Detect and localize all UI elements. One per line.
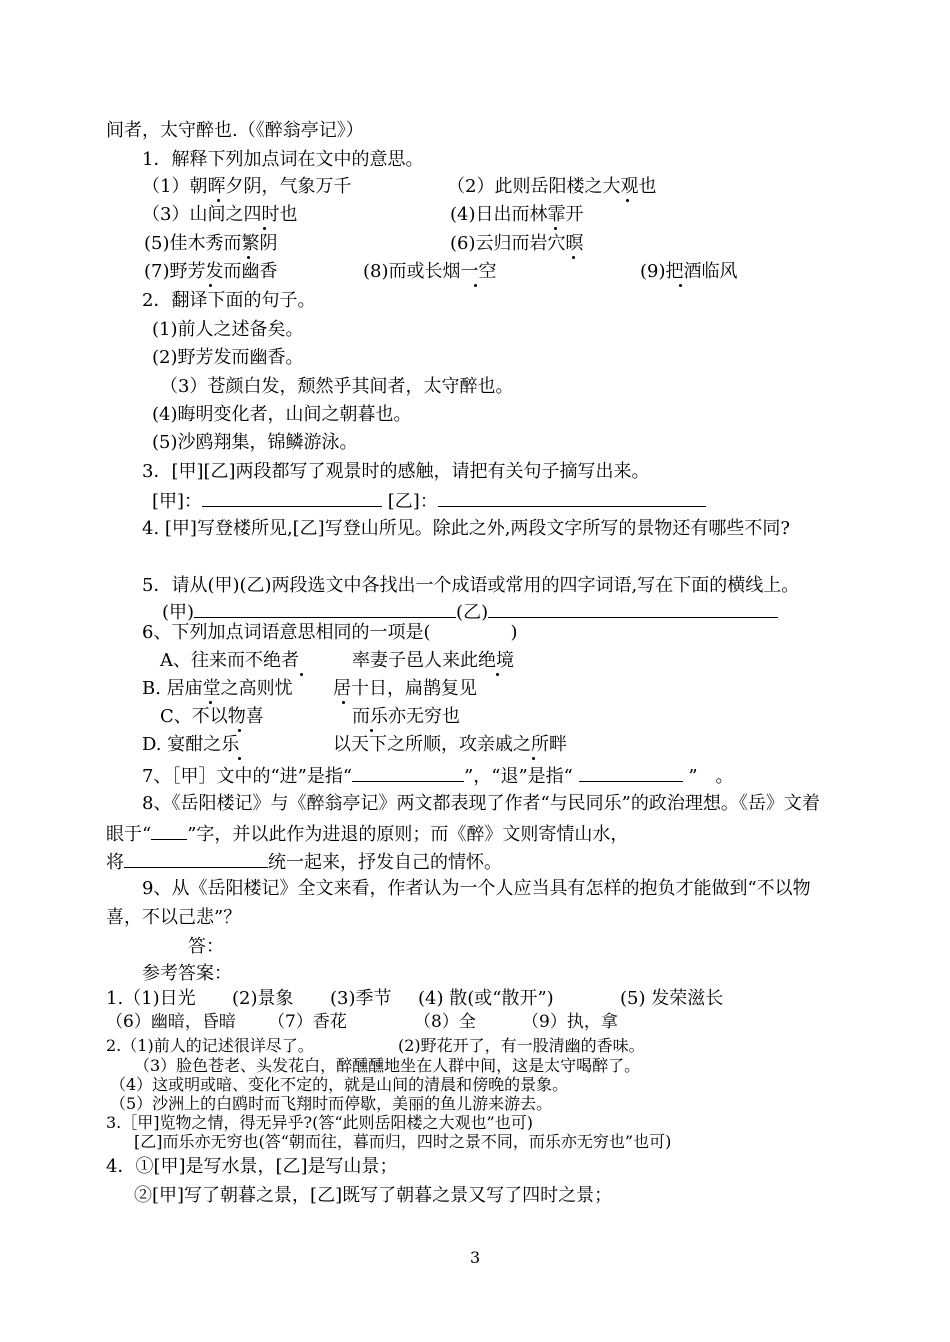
question-8-line-1: 8、《岳阳楼记》与《醉翁亭记》两文都表现了作者“与民同乐”的政治理想。《岳》文着 [142,793,820,814]
q1-item-2: （2）此则岳阳楼之大观也 [447,176,657,197]
q3-blank-a[interactable] [202,491,382,507]
q1-item-3: （3）山间之四时也 [142,204,298,225]
answer-3-line-2: [乙]而乐亦无穷也(答“朝而往，暮而归，四时之景不同，而乐亦无穷也”也可) [134,1132,672,1151]
q6-title-text: 6、下列加点词语意思相同的一项是( [142,622,431,643]
q5-label-a: (甲) [162,602,195,623]
q8-line-3-end: 统一起来，抒发自己的情怀。 [268,852,502,873]
emphasis-dot [247,256,250,259]
q6-option-b-right: 居十日，扁鹊复见 [333,678,477,699]
q7-blank-tui[interactable] [579,766,683,782]
q7-part-2: ”，“退”是指“ [464,766,573,787]
emphasis-dot [554,227,557,230]
answers-title: 参考答案： [142,963,232,984]
answer-2-line-3: （4）这或明或暗、变化不定的，就是山间的清晨和傍晚的景象。 [110,1075,569,1094]
q6-title-end: ) [510,622,518,643]
intro-line: 间者，太守醉也.（《醉翁亭记》） [106,120,364,141]
emphasis-dot [238,729,241,732]
page-number: 3 [470,1248,481,1267]
question-8-line-3 [106,852,502,872]
q8-line-2-end: ”字，并以此作为进退的原则；而《醉》文则寄情山水， [187,824,629,845]
q5-answer-line [162,602,778,622]
answer-2-line-2: （3）脸色苍老、头发花白，醉醺醺地坐在人群中间，这是太守喝醉了。 [134,1056,641,1075]
q5-blank-b[interactable] [488,602,778,618]
question-9-answer-label: 答： [188,936,224,957]
q2-item-2: (2)野芳发而幽香。 [152,347,304,368]
q2-item-3: （3）苍颜白发，颓然乎其间者，太守醉也。 [160,376,514,397]
answer-4-line-2: ②[甲]写了朝暮之景，[乙]既写了朝暮之景又写了四时之景； [134,1185,613,1206]
q8-line-2-start: 眼于“ [106,824,152,845]
emphasis-dot [217,199,220,202]
emphasis-dot [496,673,499,676]
q3-label-a: [甲]： [152,491,203,512]
q1-item-6: (6)云归而岩穴暝 [450,233,584,254]
emphasis-dot [679,284,682,287]
q5-label-b: (乙) [456,602,489,623]
q1-item-1: （1）朝晖夕阴，气象万千 [142,176,352,197]
q7-part-3: ” 。 [688,766,734,787]
answer-4-line-1: 4．①[甲]是写水景，[乙]是写山景； [106,1156,398,1177]
q8-blank-char[interactable] [151,824,187,840]
q1-item-7: (7)野芳发而幽香 [144,261,278,282]
question-1-title: 1．解释下列加点词在文中的意思。 [142,149,424,170]
emphasis-dot [209,701,212,704]
q1-item-5: (5)佳木秀而繁阴 [144,233,278,254]
q1-item-4: (4)日出而林霏开 [450,204,584,225]
emphasis-dot [342,701,345,704]
q6-option-c-left: C、不以物喜 [160,706,264,727]
q1-item-9: (9)把酒临风 [640,261,738,282]
q6-option-a-right: 率妻子邑人来此绝境 [352,650,514,671]
q6-option-d-right: 以天下之所顺，攻亲戚之所畔 [333,734,567,755]
answer-2-line-1b: (2)野花开了，有一股清幽的香味。 [398,1036,645,1055]
q7-part-1: 7、［甲］文中的“进”是指“ [142,766,353,787]
question-8-line-2 [106,824,628,844]
answer-3-line-1: 3.［甲]览物之情，得无异乎?(答“此则岳阳楼之大观也”也可) [106,1113,533,1132]
question-3-title: 3．[甲][乙]两段都写了观景时的感触，请把有关句子摘写出来。 [142,461,650,482]
answer-2-line-4: （5）沙洲上的白鸥时而飞翔时而停歇，美丽的鱼儿游来游去。 [110,1094,553,1113]
q2-item-5: (5)沙鸥翔集，锦鳞游泳。 [152,432,358,453]
question-4-title: 4. [甲]写登楼所见,[乙]写登山所见。除此之外,两段文字所写的景物还有哪些不同? [142,518,791,539]
q1-item-8: (8)而或长烟一空 [363,261,497,282]
q3-label-b: [乙]： [387,491,438,512]
answer-1-part-2: (2)景象 [232,988,294,1009]
question-7 [142,766,734,786]
question-9-line-1: 9、从《岳阳楼记》全文来看，作者认为一个人应当具有怎样的抱负才能做到“不以物 [142,878,811,899]
emphasis-dot [209,284,212,287]
emphasis-dot [474,284,477,287]
question-2-title: 2．翻译下面的句子。 [142,290,316,311]
q7-blank-jin[interactable] [352,766,464,782]
emphasis-dot [572,256,575,259]
answer-2-line-1a: 2.（1)前人的记述很详尽了。 [106,1036,314,1055]
answer-1-part-1: 1.（1)日光 [106,988,196,1009]
question-9-line-2: 喜，不以己悲”？ [106,907,242,928]
emphasis-dot [263,227,266,230]
q6-option-c-right: 而乐亦无穷也 [352,706,460,727]
q8-line-3-start: 将 [106,852,124,873]
question-6-title [142,624,518,642]
answer-1-part-5: (5) 发荣滋长 [620,988,724,1009]
emphasis-dot [300,673,303,676]
answer-1-part-7: （7）香花 [268,1012,347,1032]
answer-1-part-6: （6）幽暗，昏暗 [106,1012,236,1032]
emphasis-dot [626,199,629,202]
question-5-title: 5．请从(甲)(乙)两段选文中各找出一个成语或常用的四字词语,写在下面的横线上。 [142,575,800,596]
q3-blank-b[interactable] [438,491,706,507]
emphasis-dot [532,757,535,760]
answer-1-part-8: （8）全 [414,1012,476,1032]
q2-item-4: (4)晦明变化者，山间之朝暮也。 [152,404,412,425]
q6-option-a-left: A、往来而不绝者 [160,650,299,671]
q6-option-b-left: B. 居庙堂之高则忧 [142,678,293,699]
answer-1-part-3: (3)季节 [330,988,392,1009]
answer-1-part-4: (4) 散(或“散开”) [418,988,554,1009]
answer-1-part-9: （9）执，拿 [522,1012,618,1032]
q6-option-d-left: D. 宴酣之乐 [142,734,240,755]
emphasis-dot [370,729,373,732]
emphasis-dot [238,757,241,760]
q3-answer-line [152,491,706,511]
q8-blank-phrase[interactable] [124,852,268,868]
q2-item-1: (1)前人之述备矣。 [152,319,304,340]
q5-blank-a[interactable] [194,602,456,618]
